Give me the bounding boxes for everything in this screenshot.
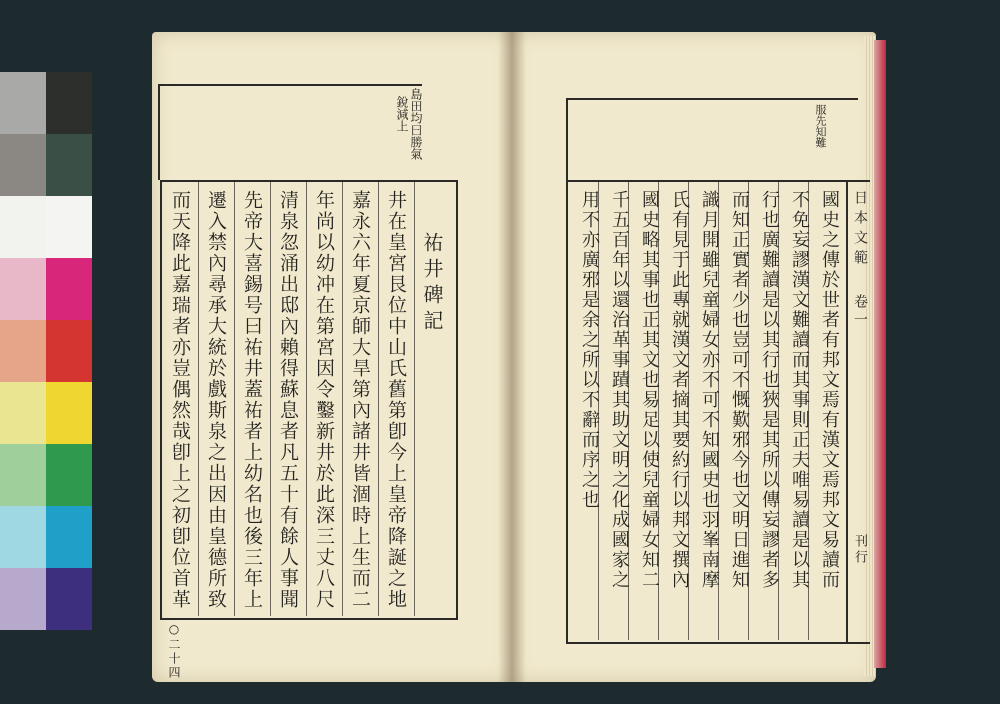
calibration-swatch [46, 568, 92, 630]
left-col-5: 先帝大喜錫号曰祐井蓋祐者上幼名也後三年上 [241, 190, 263, 610]
calibration-swatch [46, 320, 92, 382]
right-col-6: 氏有見于此專就漢文者摘其要約行以邦文撰內 [669, 190, 690, 590]
right-margin-vol: 卷一 [852, 294, 868, 330]
red-edge [874, 40, 886, 668]
calibration-swatch [0, 444, 46, 506]
calibration-swatch [46, 382, 92, 444]
calibration-swatch [0, 72, 46, 134]
calibration-swatch [0, 568, 46, 630]
right-col-7: 國史略其事也正其文也易足以使兒童婦女知二 [639, 190, 660, 590]
calibration-swatch [0, 134, 46, 196]
right-col-8: 千五百年以還治革事蹟其助文明之化成國家之 [609, 190, 630, 590]
calibration-swatch [0, 506, 46, 568]
left-title: 祐井碑記 [420, 232, 444, 336]
calibration-swatch [0, 382, 46, 444]
calibration-swatch [0, 258, 46, 320]
left-col-6: 遷入禁內尋承大統於戲斯泉之出因由皇德所致 [205, 190, 227, 610]
right-col-9: 用不亦廣邪是余之所以不辭而序之也 [579, 190, 600, 510]
left-col-4: 清泉忽涌出邸內賴得蘇息者凡五十有餘人事聞 [277, 190, 299, 610]
color-calibration-chart [0, 72, 92, 632]
left-col-7: 而天降此嘉瑞者亦豈偶然哉卽上之初卽位首革 [169, 190, 191, 610]
calibration-swatch [0, 320, 46, 382]
right-col-2: 不免妄謬漢文難讀而其事則正夫唯易讀是以其 [789, 190, 810, 590]
right-col-4: 而知正實者少也豈可不慨歎邪今也文明日進知 [729, 190, 750, 590]
book-gutter [498, 32, 526, 682]
calibration-swatch [46, 72, 92, 134]
left-header-note-1: 島田均曰勝氣 [409, 88, 423, 160]
right-header-note: 服先知難 [814, 104, 827, 148]
right-col-1: 國史之傳於世者有邦文焉有漢文焉邦文易讀而 [819, 190, 840, 590]
calibration-swatch [46, 506, 92, 568]
left-col-2: 嘉永六年夏京師大旱第內諸井皆涸時上生而二 [349, 190, 371, 610]
left-col-1: 井在皇宮艮位中山氏舊第卽今上皇帝降誕之地 [385, 190, 407, 610]
calibration-swatch [46, 444, 92, 506]
left-page-number: ○二十四 [167, 622, 181, 680]
right-col-3: 行也廣難讀是以其行也狹是其所以傳妄謬者多 [759, 190, 780, 590]
left-header-note-2: 銳減上 [395, 96, 409, 132]
right-col-5: 識月開雖兒童婦女亦不可不知國史也羽峯南摩 [699, 190, 720, 590]
calibration-swatch [46, 258, 92, 320]
right-margin-title: 日本文範 [852, 190, 868, 270]
calibration-swatch [0, 196, 46, 258]
left-col-3: 年尚以幼冲在第宮因令鑿新井於此深三丈八尺 [313, 190, 335, 610]
left-header-box [158, 84, 426, 180]
right-side-label: 刊行 [852, 534, 867, 566]
calibration-swatch [46, 196, 92, 258]
left-header-top-line [160, 84, 422, 86]
calibration-swatch [46, 134, 92, 196]
